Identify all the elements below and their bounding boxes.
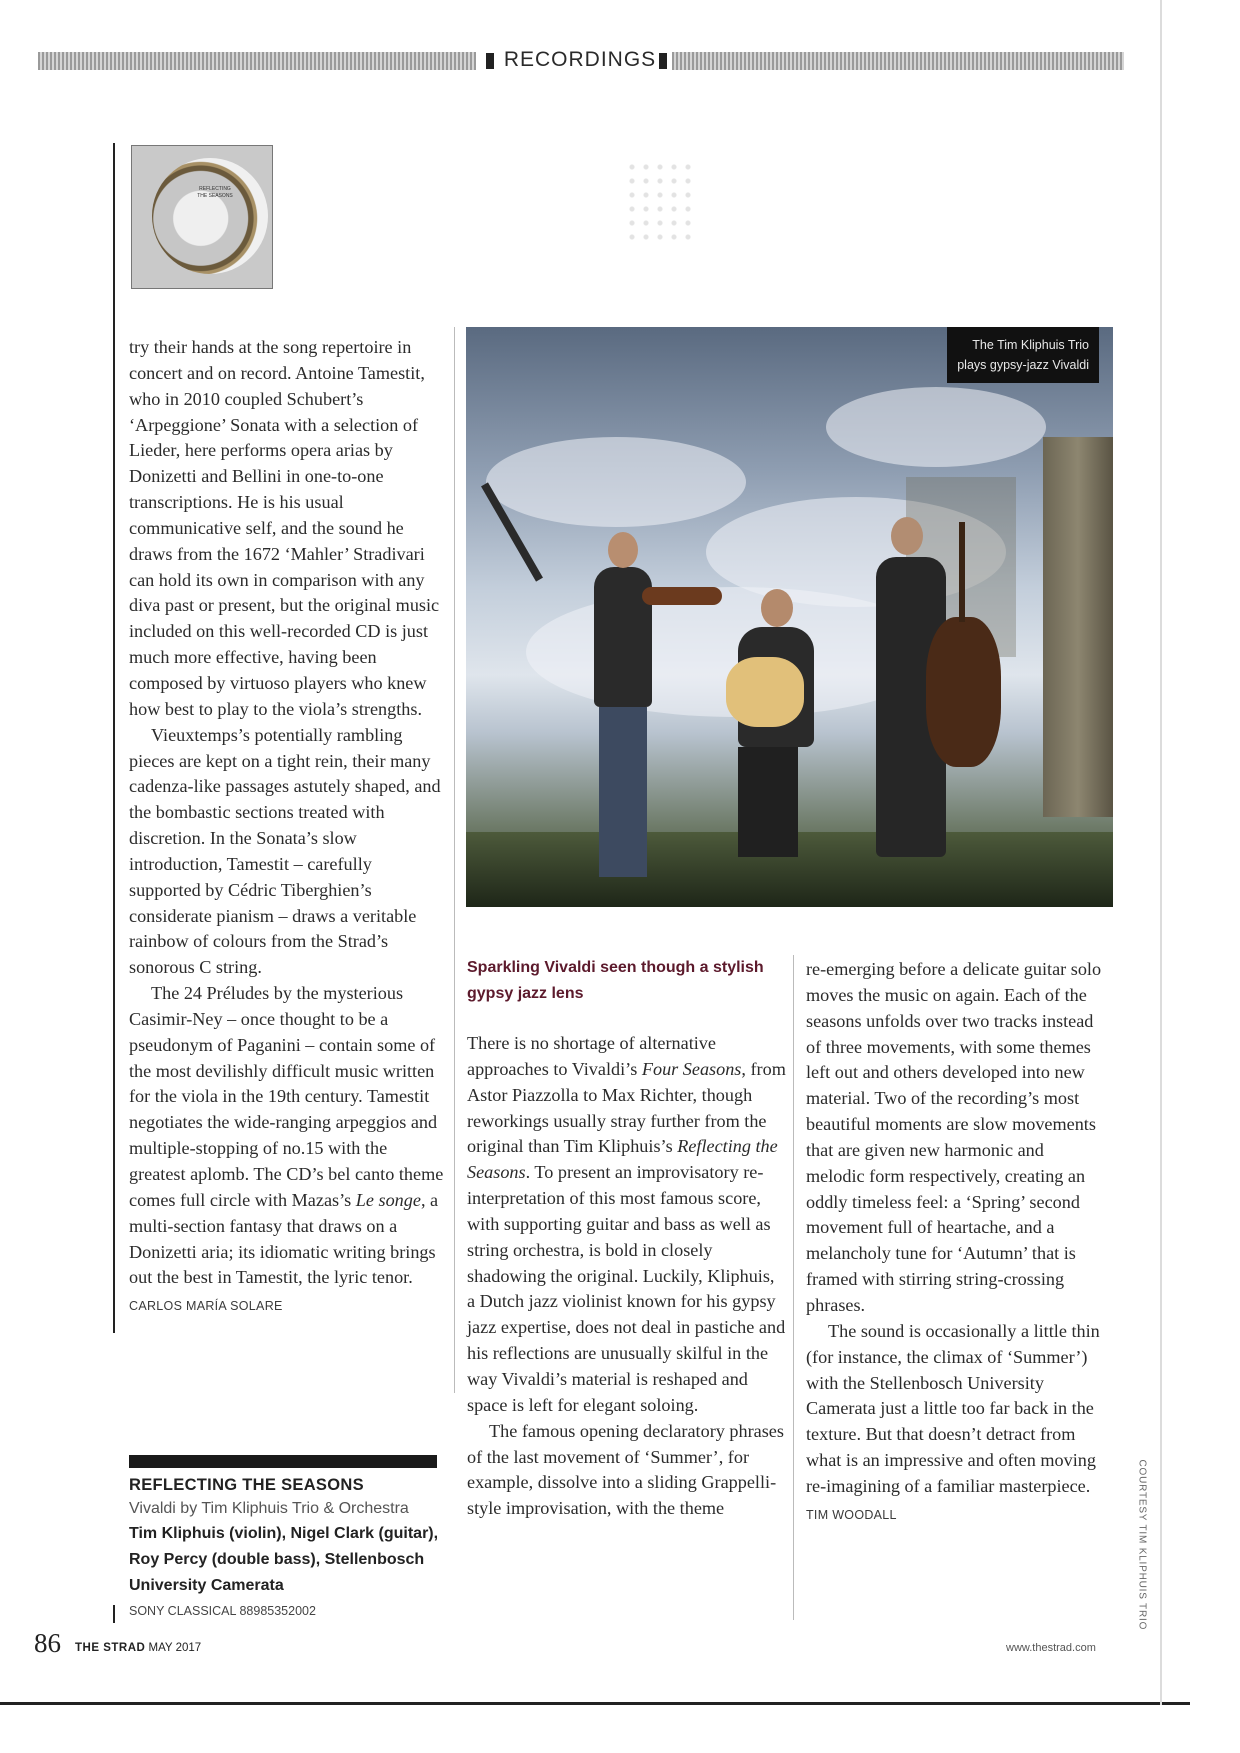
header-rule-left [38,52,476,70]
article-column-left [129,335,447,1320]
column-divider [454,327,455,1393]
page-number: 86 [34,1628,61,1658]
header-marker-left [486,53,494,69]
section-title: RECORDINGS [503,48,657,71]
paragraph: Vieuxtemps’s potentially rambling pieces are kept on a tight rein, their many cadenza-like passages astutely shaped, and the bombastic sections treated with discretion. In the Sonata’s slow introduction, Tamestit – carefully supported by Cédric Tiberghien’s considerate pianism – draws a veritable rainbow of colours from the Strad’s sonorous C string. [129,724,441,978]
column-rule-end [113,1605,115,1623]
album-cover-disc [152,158,268,274]
paragraph: There is no shortage of alternative approaches to Vivaldi’s Four Seasons, from Astor Piazzolla to Max Richter, though reworkings usually stray further from the original than Tim Kliphuis’s Reflecting the Seasons. To present an improvisatory re-interpretation of this most famous score, with supporting guitar and bass as well as string orchestra, is bold in closely shadowing the original. Luckily, Kliphuis, a Dutch jazz violinist known for his gypsy jazz expertise, does not deal in pastiche and his reflections are unusually skilful in the way Vivaldi’s material is reshaped and space is left for elegant soloing. [467,1033,786,1415]
trio-photo [466,327,1113,907]
page-edge-shadow [1160,0,1162,1705]
review-box-bar [129,1455,437,1468]
album-cover-title: REFLECTING THE SEASONS [197,186,233,199]
page-edge [0,1702,1190,1705]
photo-credit: COURTESY TIM KLIPHUIS TRIO [1136,1459,1148,1631]
paragraph: try their hands at the song repertoire in concert and on record. Antoine Tamestit, who in 2010 coupled Schubert’s ‘Arpeggione’ Sonata with a selection of Lieder, here performs opera arias by Donizetti and Bellini in one-to-one transcriptions. He is his usual communicative self, and the sound he draws from the 1672 ‘Mahler’ Stradivari can hold its own in comparison with any diva past or present, but the original music included on this well-recorded CD is just much more effective, having been composed by virtuoso players who knew how best to play to the viola’s strengths. [129,337,440,719]
paragraph: re-emerging before a delicate guitar solo moves the music on again. Each of the seasons unfolds over two tracks instead of three movements, with some themes left out and others developed into new material. Two of the recording’s most beautiful moments are slow movements that are given new harmonic and melodic form respectively, creating an oddly timeless feel: a ‘Spring’ second movement full of heartache, and a melancholy tune for ‘Autumn’ that is framed with stirring string-crossing phrases. [806,959,1102,1315]
review-box [129,1473,449,1621]
review-subhead: Sparkling Vivaldi seen though a stylish gypsy jazz lens [467,959,764,1002]
reviewer-name: CARLOS MARÍA SOLARE [129,1299,283,1314]
header-rule-right [672,52,1124,70]
article-column-middle [467,1031,787,1522]
guitar [726,657,804,727]
website-link[interactable]: www.thestrad.com [1006,1642,1096,1654]
album-cover [131,145,273,289]
paragraph: The 24 Préludes by the mysterious Casimir-Ney – once thought to be a pseudonym of Paganini – contain some of the most devilishly difficult music written for the viola in the 19th century. Tamestit negotiates the wide-ranging arpeggios and multiple-stopping of no.15 with the greatest aplomb. The CD’s bel canto theme comes full circle with Mazas’s Le songe, a multi-section fantasy that draws on a Donizetti aria; its idiomatic writing brings out the best in Tamestit, the lyric tenor. [129,983,444,1288]
album-subtitle: Vivaldi by Tim Kliphuis Trio & Orchestra [129,1500,409,1517]
header-marker-right [659,53,667,69]
album-title: REFLECTING THE SEASONS [129,1476,364,1494]
column-divider [793,955,794,1620]
double-bass [926,617,1001,767]
album-performers: Tim Kliphuis (violin), Nigel Clark (guitar), Roy Percy (double bass), Stellenbosch University Camerata [129,1525,439,1594]
print-smudge [625,160,695,240]
stone-tower [1043,437,1113,817]
violinist [594,567,652,707]
violin [642,587,722,605]
magazine-issue: THE STRAD MAY 2017 [75,1642,202,1654]
article-column-right [806,957,1106,1529]
reviewer-name: TIM WOODALL [806,1507,897,1522]
photo-caption: The Tim Kliphuis Trio plays gypsy-jazz Vivaldi [947,327,1099,383]
paragraph: The famous opening declaratory phrases of the last movement of ‘Summer’, for example, dissolve into a sliding Grappelli-style improvisation, with the theme [467,1420,784,1519]
column-rule [113,143,115,1333]
album-catalogue: SONY CLASSICAL 88985352002 [129,1604,316,1618]
paragraph: The sound is occasionally a little thin (for instance, the climax of ‘Summer’) with the Stellenbosch University Camerata just a little too far back in the texture. But that doesn’t detract from what is an impressive and often moving re-imagining of a familiar masterpiece. [806,1320,1100,1496]
